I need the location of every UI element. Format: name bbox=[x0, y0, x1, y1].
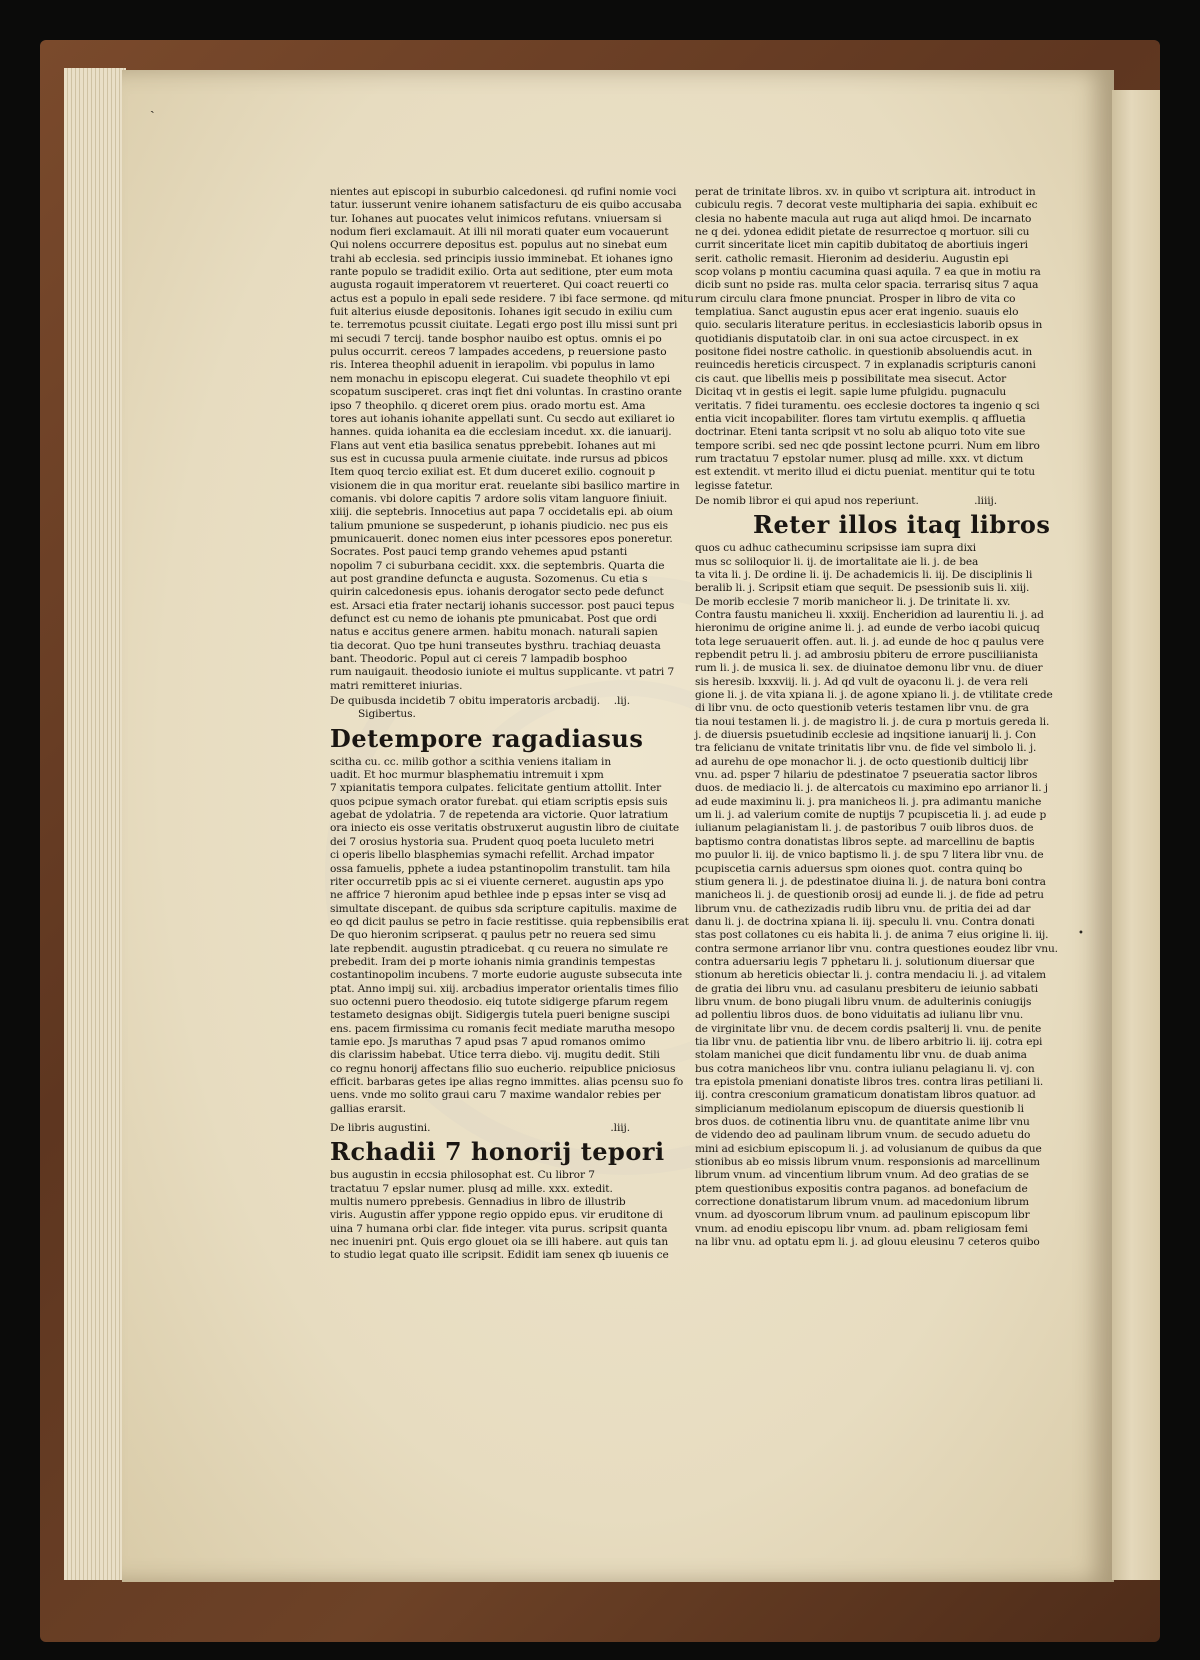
text-line: contra aduersariu legis 7 pphetaru li. j. solutionum diuersar que bbox=[695, 955, 1035, 968]
text-line: tur. Iohanes aut puocates velut inimicos refutans. vniuersam si bbox=[330, 212, 662, 225]
text-line: rum circulu clara fmone pnunciat. Prosper in libro de vita co bbox=[695, 292, 1016, 305]
text-line: est extendit. vt merito illud ei dictu pueniat. mentitur qui te totu bbox=[695, 466, 1036, 479]
text-line: perat de trinitate libros. xv. in quibo vt scriptura ait. introduct in bbox=[695, 186, 1036, 198]
text-line: libru vnum. de bono piugali libru vnum. de adulterinis coniugijs bbox=[695, 995, 1032, 1008]
text-line: trahi ab ecclesia. sed principis iussio imminebat. Et iohanes igno bbox=[330, 252, 673, 265]
text-line: simultate discepant. de quibus sda scripture capitulis. maxime de bbox=[330, 902, 677, 915]
text-line: vnum. ad dyoscorum librum vnum. ad paulinum episcopum libr bbox=[695, 1209, 1030, 1222]
section-author: Sigibertus. bbox=[358, 708, 416, 721]
text-line: actus est a populo in epali sede residere. 7 ibi face sermone. qd mitu bbox=[330, 292, 694, 305]
text-line: pcupiscetia carnis aduersus spm oiones quot. contra quinq bo bbox=[695, 862, 1023, 875]
text-line: est. Arsaci etia frater nectarij iohanis successor. post pauci tepus bbox=[330, 599, 675, 612]
text-line: quotidianis disputatoib clar. in oni sua actoe circuspect. in ex bbox=[695, 332, 1019, 345]
text-line: agebat de ydolatria. 7 de repetenda ara victorie. Quor latratium bbox=[330, 809, 669, 822]
text-line: iulianum pelagianistam li. j. de pastoribus 7 ouib libros duos. de bbox=[695, 822, 1034, 835]
text-line: tota lege seruauerit offen. aut. li. j. ad eunde de hoc q paulus vere bbox=[695, 635, 1044, 648]
chapter-heading: Detempore ragadiasus bbox=[330, 723, 644, 753]
text-line: correctione donatistarum librum vnum. ad macedonium librum bbox=[695, 1196, 1029, 1209]
text-line: rum li. j. de musica li. sex. de diuinatoe demonu libr vnu. de diuer bbox=[695, 662, 1043, 675]
section-number: .lij. bbox=[613, 695, 630, 708]
text-line: tra felicianu de vnitate trinitatis libr vnu. de fide vel simbolo li. j. bbox=[695, 742, 1037, 755]
left-block-1 bbox=[330, 186, 694, 693]
left-block-3 bbox=[330, 1169, 669, 1262]
text-line: viris. Augustin affer yppone regio oppido epus. vir eruditone di bbox=[330, 1209, 663, 1222]
text-line: nopolim 7 ci suburbana cecidit. xxx. die septembris. Quarta die bbox=[330, 559, 665, 572]
text-line: quirin calcedonesis epus. iohanis derogator secto pede defunct bbox=[330, 586, 664, 599]
text-line: librum vnum. ad vincentium librum vnum. Ad deo gratias de se bbox=[695, 1169, 1029, 1182]
text-line: stas post collatones cu eis habita li. j. de anima 7 eius origine li. iij. bbox=[695, 929, 1049, 942]
text-line: Flans aut vent etia basilica senatus pprebebit. Iohanes aut mi bbox=[330, 439, 656, 452]
text-line: bant. Theodoric. Popul aut ci cereis 7 lampadib bosphoo bbox=[330, 653, 628, 666]
text-line: visionem die in qua moritur erat. reuelante sibi basilico martire in bbox=[330, 479, 680, 492]
text-line: veritatis. 7 fidei turamentu. oes ecclesie doctores ta ingenio q sci bbox=[695, 399, 1040, 412]
text-line: augusta rogauit imperatorem vt reuerteret. Qui coact reuerti co bbox=[330, 279, 669, 292]
right-text-column bbox=[695, 186, 1058, 1249]
text-line: testameto designas obijt. Sidigergis tutela pueri benigne suscipi bbox=[330, 1009, 670, 1022]
text-line: simplicianum mediolanum episcopum de diuersis questionib li bbox=[695, 1102, 1024, 1115]
text-line: rante populo se tradidit exilio. Orta aut seditione, pter eum mota bbox=[330, 266, 673, 279]
text-line: sis heresib. lxxxviij. li. j. Ad qd vult de oyaconu li. j. de vera reli bbox=[695, 675, 1028, 688]
section-number: .liij. bbox=[610, 1122, 630, 1135]
text-line: quos pcipue symach orator furebat. qui etiam scriptis epsis suis bbox=[330, 795, 668, 808]
left-text-column bbox=[330, 186, 694, 1263]
text-line: natus e accitus genere armen. habitu monach. naturali sapien bbox=[330, 626, 658, 639]
text-line: ci operis libello blasphemias symachi refellit. Archad impator bbox=[330, 849, 655, 862]
text-line: librum vnu. de cathezizadis rudib libru vnu. de pritia dei ad dar bbox=[695, 902, 1031, 915]
ink-mark: ˎ bbox=[150, 98, 155, 114]
section-label-liij bbox=[330, 1122, 630, 1135]
text-line: legisse fatetur. bbox=[695, 479, 773, 492]
section-label-text: De quibusda incidetib 7 obitu imperatoris arcbadij. bbox=[330, 695, 600, 708]
text-line: matri remitteret iniurias. bbox=[330, 679, 463, 692]
text-line: gione li. j. de vita xpiana li. j. de agone xpiano li. j. de vtilitate crede bbox=[695, 689, 1053, 702]
text-line: tempore scribi. sed nec qde possint lectone pcurri. Num em libro bbox=[695, 439, 1040, 452]
text-line: j. de diuersis psuetudinib ecclesie ad inqsitione ianuarij li. j. Con bbox=[695, 729, 1037, 742]
text-line: iij. contra cresconium gramaticum donatistam libros quatuor. ad bbox=[695, 1089, 1036, 1102]
text-line: quos cu adhuc cathecuminu scripsisse iam supra dixi bbox=[695, 542, 977, 555]
text-line: multis numero pprebesis. Gennadius in libro de illustrib bbox=[330, 1196, 626, 1209]
text-line: ris. Interea theophil aduenit in ierapolim. vbi populus in lamo bbox=[330, 359, 655, 372]
text-line: co regnu honorij affectans filio suo eucherio. reipublice pniciosus bbox=[330, 1062, 676, 1075]
text-line: de videndo deo ad paulinam librum vnum. de secudo aduetu do bbox=[695, 1129, 1031, 1142]
text-line: De quo hieronim scripserat. q paulus petr no reuera sed simu bbox=[330, 929, 656, 942]
text-line: scitha cu. cc. milib gothor a scithia veniens italiam in bbox=[330, 755, 612, 768]
section-number: .liiij. bbox=[974, 494, 997, 507]
text-line: ora iniecto eis osse veritatis obstruxerut augustin libro de ciuitate bbox=[330, 822, 680, 835]
text-line: dei 7 orosius hystoria sua. Prudent quoq poeta luculeto metri bbox=[330, 835, 655, 848]
text-line: tia libr vnu. de patientia libr vnu. de libero arbitrio li. iij. cotra epi bbox=[695, 1035, 1043, 1048]
text-line: rum tractatuu 7 epstolar numer. plusq ad mille. xxx. vt dictum bbox=[695, 452, 1024, 465]
text-line: ptem questionibus expositis contra paganos. ad bonefacium de bbox=[695, 1182, 1028, 1195]
chapter-heading: Reter illos itaq libros bbox=[753, 510, 1051, 540]
text-line: nodum fieri exclamauit. At illi nil morati quater eum vocauerunt bbox=[330, 226, 669, 239]
text-line: reuincedis hereticis circuspect. 7 in explanadis scripturis canoni bbox=[695, 359, 1036, 372]
text-line: defunct est cu nemo de iohanis pte pmunicabat. Post que ordi bbox=[330, 613, 657, 625]
text-line: scopatum susciperet. cras inqt fiet dni voluntas. In crastino orante bbox=[330, 386, 682, 399]
text-line: mo puulor li. iij. de vnico baptismo li. j. de spu 7 litera libr vnu. de bbox=[695, 849, 1044, 862]
page-edges bbox=[64, 68, 126, 1580]
text-line: Item quoq tercio exiliat est. Et dum duceret exilio. cognouit p bbox=[330, 466, 656, 479]
right-block-1 bbox=[695, 186, 1043, 493]
text-line: bus cotra manicheos libr vnu. contra iulianu pelagianu li. vj. con bbox=[695, 1062, 1035, 1075]
text-line: dis clarissim habebat. Utice terra diebo. vij. mugitu dedit. Stili bbox=[330, 1049, 660, 1062]
text-line: De morib ecclesie 7 morib manicheor li. j. De trinitate li. xv. bbox=[695, 595, 1011, 608]
text-line: sus est in cucussa puula armenie ciuitate. inde rursus ad pbicos bbox=[330, 452, 668, 465]
text-line: nem monachu in episcopu elegerat. Cui suadete theophilo vt epi bbox=[330, 372, 671, 385]
text-line: mini ad esicbium episcopum li. j. ad volusianum de quibus da que bbox=[695, 1142, 1042, 1155]
text-line: prebedit. Iram dei p morte iohanis nimia grandinis tempestas bbox=[330, 955, 656, 968]
text-line: ipso 7 theophilo. q diceret orem pius. orado mortu est. Ama bbox=[330, 399, 646, 412]
text-line: te. terremotus pcussit ciuitate. Legati ergo post illu missi sunt pri bbox=[330, 319, 678, 332]
text-line: xiiij. die septebris. Innocetius aut papa 7 occidetalis epi. ab oium bbox=[330, 506, 673, 519]
text-line: costantinopolim incubens. 7 morte eudorie auguste subsecuta inte bbox=[330, 969, 683, 982]
text-line: ptat. Anno impij sui. xiij. arcbadius imperator orientalis times filio bbox=[330, 982, 679, 995]
text-line: doctrinar. Eteni tanta scripsit vt no solu ab aliquo toto vite sue bbox=[695, 426, 1026, 439]
text-line: uadit. Et hoc murmur blasphematiu intremuit i xpm bbox=[330, 769, 604, 782]
text-line: ens. pacem firmissima cu romanis fecit mediate marutha mesopo bbox=[330, 1022, 675, 1035]
text-line: na libr vnu. ad optatu epm li. j. ad glouu eleusinu 7 ceteros quibo bbox=[695, 1236, 1040, 1249]
text-line: Socrates. Post pauci temp grando vehemes apud pstanti bbox=[330, 546, 628, 559]
text-line: stionum ab hereticis obiectar li. j. contra mendaciu li. j. ad vitalem bbox=[695, 969, 1046, 982]
text-line: pmunicauerit. donec nomen eius inter pcessores epos poneretur. bbox=[330, 532, 673, 545]
text-line: pulus occurrit. cereos 7 lampades accedens, p reuersione pasto bbox=[330, 346, 667, 359]
text-line: riter occurretib ppis ac si ei viuente cerneret. augustin aps ypo bbox=[330, 875, 664, 888]
text-line: tia noui testamen li. j. de magistro li. j. de cura p mortuis gereda li. bbox=[695, 715, 1050, 728]
text-line: Contra faustu manicheu li. xxxiij. Encheridion ad laurentiu li. j. ad bbox=[695, 608, 1044, 621]
section-label-text: De nomib libror ei qui apud nos reperiunt. bbox=[695, 494, 919, 507]
text-line: ne q dei. ydonea edidit pietate de resurrectoe q mortuor. sili cu bbox=[695, 226, 1030, 239]
text-line: tractatuu 7 epslar numer. plusq ad mille. xxx. extedit. bbox=[330, 1182, 613, 1195]
text-line: ta vita li. j. De ordine li. ij. De achademicis li. iij. De disciplinis li bbox=[695, 568, 1033, 581]
text-line: tia decorat. Quo tpe huni transeutes bysthru. trachiaq deuasta bbox=[330, 639, 661, 652]
text-line: Dicitaq vt in gestis ei legit. sapie lume pfulgidu. pugnaculu bbox=[695, 386, 1007, 399]
text-line: cubiculu regis. 7 decorat veste multipharia dei sapia. exhibuit ec bbox=[695, 199, 1038, 212]
text-line: gallias erarsit. bbox=[330, 1102, 406, 1115]
text-line: nientes aut episcopi in suburbio calcedonesi. qd rufini nomie voci bbox=[330, 186, 677, 198]
text-line: stolam manichei que dicit fundamentu libr vnu. de duab anima bbox=[695, 1049, 1027, 1062]
text-line: talium pmunione se suspederunt, p iohanis piudicio. nec pus eis bbox=[330, 519, 668, 532]
text-line: tores aut iohanis iohanite appellati sunt. Cu secdo aut exiliaret io bbox=[330, 412, 675, 425]
text-line: ossa famuelis, pphete a iudea pstantinopolim transtulit. tam hila bbox=[330, 862, 671, 875]
text-line: contra sermone arrianor libr vnu. contra questiones eoudez libr vnu. bbox=[695, 942, 1058, 955]
text-line: bus augustin in eccsia philosophat est. Cu libror 7 bbox=[330, 1169, 595, 1182]
chapter-heading: Rchadii 7 honorij tepori bbox=[330, 1137, 665, 1167]
text-line: comanis. vbi dolore capitis 7 ardore solis vitam languore finiuit. bbox=[330, 492, 668, 505]
text-line: stionibus ab eo missis librum vnum. responsionis ad marcellinum bbox=[695, 1156, 1040, 1169]
text-line: scop volans p montiu cacumina quasi aquila. 7 ea que in motiu ra bbox=[695, 266, 1041, 279]
text-line: vnu. ad. psper 7 hilariu de pdestinatoe 7 pseueratia sactor libros bbox=[695, 769, 1038, 782]
text-line: positone fidei nostre catholic. in questionib absoluendis acut. in bbox=[695, 346, 1033, 359]
text-line: baptismo contra donatistas libros septe. ad marcellinu de baptis bbox=[695, 835, 1035, 848]
text-line: 7 xpianitatis tempora culpates. felicitate gentium attollit. Inter bbox=[330, 782, 662, 795]
text-line: cis caut. que libellis meis p possibilitate mea sisecut. Actor bbox=[695, 372, 1007, 385]
text-line: uens. vnde mo solito graui caru 7 maxime wandalor rebies per bbox=[330, 1089, 661, 1102]
ink-dot: • bbox=[1078, 928, 1084, 939]
text-line: templatiua. Sanct augustin epus acer erat ingenio. suauis elo bbox=[695, 306, 1019, 319]
section-label-text: De libris augustini. bbox=[330, 1122, 431, 1135]
section-label-lij bbox=[330, 695, 630, 708]
text-line: nec inueniri pnt. Quis ergo glouet oia se illi habere. aut quis tan bbox=[330, 1236, 669, 1249]
text-line: vnum. ad enodiu episcopu libr vnum. ad. pbam religiosam femi bbox=[695, 1222, 1028, 1235]
text-line: mus sc soliloquior li. ij. de imortalitate aie li. j. de bea bbox=[695, 555, 979, 568]
text-line: ad pollentiu libros duos. de bono viduitatis ad iulianu libr vnu. bbox=[695, 1009, 1024, 1022]
text-line: suo octenni puero theodosio. eiq tutote sidigerge pfarum regem bbox=[330, 995, 669, 1008]
text-line: efficit. barbaras getes ipe alias regno immittes. alias pcensu suo fo bbox=[330, 1076, 684, 1088]
text-line: ne affrice 7 hieronim apud bethlee inde p epsas inter se visq ad bbox=[330, 889, 667, 902]
text-line: de virginitate libr vnu. de decem cordis psalterij li. vnu. de penite bbox=[695, 1022, 1042, 1035]
left-block-2 bbox=[330, 755, 689, 1116]
text-line: aut post grandine defuncta e augusta. Sozomenus. Cu etia s bbox=[330, 572, 648, 585]
text-line: di libr vnu. de octo questionib veteris testamen libr vnu. de gra bbox=[695, 702, 1029, 715]
text-line: to studio legat quato ille scripsit. Edidit iam senex qb iuuenis ce bbox=[330, 1249, 669, 1262]
text-line: tamie epo. Js maruthas 7 apud psas 7 apud romanos omimo bbox=[330, 1035, 646, 1048]
text-line: uina 7 humana orbi clar. fide integer. vita purus. scripsit quanta bbox=[330, 1222, 668, 1235]
section-label-liiij bbox=[695, 495, 997, 508]
text-line: eo qd dicit paulus se petro in facie restitisse. quia repbensibilis erat bbox=[330, 915, 689, 928]
right-block-2 bbox=[695, 542, 1058, 1249]
text-line: fuit alterius eiusde depositonis. Iohanes igit secudo in exiliu cum bbox=[330, 306, 673, 319]
text-line: mi secudi 7 tercij. tande bosphor nauibo est optus. omnis ei po bbox=[330, 332, 662, 345]
text-line: manicheos li. j. de questionib orosij ad eunde li. j. de fide ad petru bbox=[695, 889, 1044, 902]
text-line: repbendit petru li. j. ad ambrosiu pbiteru de errore pusciliianista bbox=[695, 649, 1038, 661]
text-line: danu li. j. de doctrina xpiana li. iij. speculu li. vnu. Contra donati bbox=[695, 915, 1035, 928]
text-line: serit. catholic remasit. Hieronim ad desideriu. Augustin epi bbox=[695, 252, 1009, 265]
text-line: ad eude maximinu li. j. pra manicheos li. j. pra adimantu maniche bbox=[695, 795, 1042, 808]
text-line: um li. j. ad valerium comite de nuptijs 7 pcupiscetia li. j. ad eude p bbox=[695, 809, 1047, 822]
text-line: currit sinceritate licet min capitib dubitatoq de abortiuis ingeri bbox=[695, 239, 1028, 252]
text-line: stium genera li. j. de pdestinatoe diuina li. j. de natura boni contra bbox=[695, 875, 1046, 888]
text-line: ad aurehu de ope monachor li. j. de octo questionib dulticij libr bbox=[695, 755, 1028, 768]
text-line: duos. de mediacio li. j. de altercatois cu maximino epo arrianor li. j bbox=[695, 782, 1048, 795]
text-line: dicib sunt no pside ras. multa celor spacia. terrarisq situs 7 aqua bbox=[695, 279, 1039, 292]
text-line: tatur. iusserunt venire iohanem satisfacturu de eis quibo accusaba bbox=[330, 199, 682, 212]
text-line: Qui nolens occurrere depositus est. populus aut no sinebat eum bbox=[330, 239, 668, 252]
text-line: entia vicit incopabiliter. flores tam virtutu exemplis. q affluetia bbox=[695, 412, 1026, 425]
text-line: quio. secularis literature peritus. in ecclesiasticis laborib opsus in bbox=[695, 319, 1043, 332]
text-line: de gratia dei libru vnu. ad casulanu presbiteru de ieiunio sabbati bbox=[695, 982, 1039, 995]
text-line: beralib li. j. Scripsit etiam que sequit. De psessionib suis li. xiij. bbox=[695, 582, 1030, 595]
text-line: hieronimu de origine anime li. j. ad eunde de verbo iacobi quicuq bbox=[695, 622, 1040, 635]
text-line: late repbendit. augustin ptradicebat. q cu reuera no simulate re bbox=[330, 942, 668, 955]
text-line: clesia no habente macula aut ruga aut aliqd hmoi. De incarnato bbox=[695, 212, 1032, 225]
right-page-edge bbox=[1112, 90, 1160, 1580]
text-line: tra epistola pmeniani donatiste libros tres. contra liras petiliani li. bbox=[695, 1076, 1044, 1088]
text-line: hannes. quida iohanita ea die ecclesiam incedut. xx. die ianuarij. bbox=[330, 426, 672, 439]
text-line: rum nauigauit. theodosio iuniote ei multus supplicante. vt patri 7 bbox=[330, 666, 675, 679]
text-line: bros duos. de cotinentia libru vnu. de quantitate anime libr vnu bbox=[695, 1116, 1030, 1129]
